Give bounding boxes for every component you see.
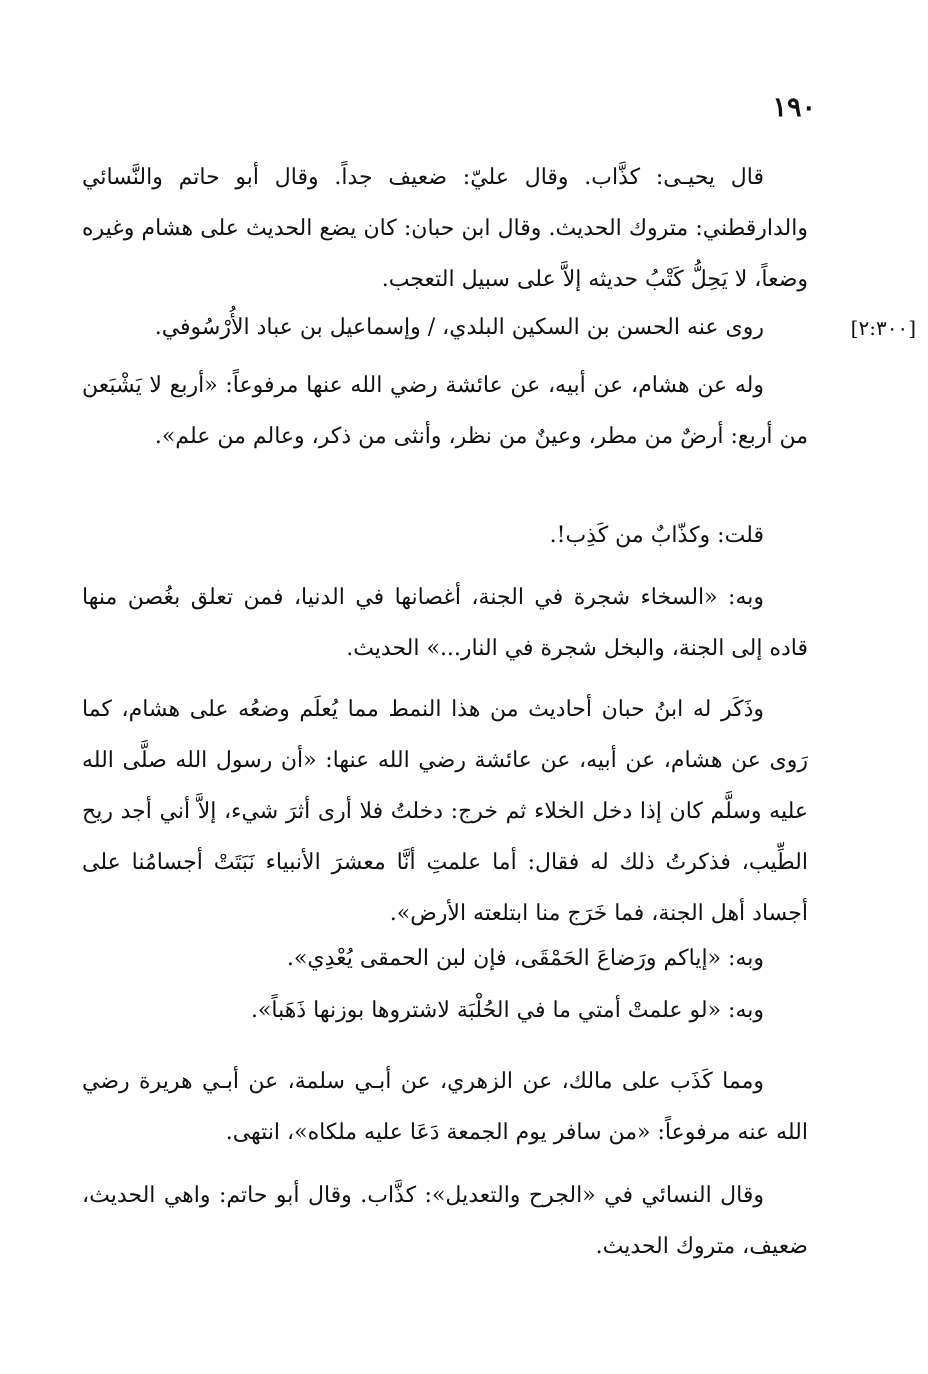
paragraph-text: وقال النسائي في «الجرح والتعديل»: كذَّاب. وقال أبو حاتم: واهي الحديث، ضعيف، متروك الحديث. [82, 1183, 808, 1259]
paragraph-1 [82, 152, 808, 305]
paragraph-6 [82, 684, 808, 939]
paragraph-8 [82, 985, 808, 1036]
paragraph-5 [82, 572, 808, 674]
paragraph-text: وبه: «إياكم ورَضاعَ الحَمْقَى، فإن لبن الحمقى يُعْدِي». [286, 946, 764, 971]
paragraph-text: قال يحيـى: كذَّاب. وقال عليّ: ضعيف جداً. وقال أبو حاتم والنَّسائي والدارقطني: متروك الحديث. وقال ابن حبان: كان يضع الحديث على هشام وغيره وضعاً، لا يَحِلُّ كَتْبُ حديثه إلاَّ على سبيل التعجب. [82, 165, 808, 292]
page-number: ١٩٠ [772, 92, 816, 123]
margin-reference: [٢:٣٠٠] [850, 316, 916, 340]
paragraph-text: روى عنه الحسن بن السكين البلدي، / وإسماعيل بن عباد الأُرْسُوفي. [154, 315, 764, 340]
paragraph-3 [82, 360, 808, 462]
paragraph-2 [82, 302, 808, 353]
paragraph-text: وبه: «لو علمتْ أمتي ما في الحُلْبَة لاشتروها بوزنها ذَهَباً». [250, 998, 764, 1023]
paragraph-10 [82, 1170, 808, 1272]
paragraph-9 [82, 1056, 808, 1158]
paragraph-text: وله عن هشام، عن أبيه، عن عائشة رضي الله عنها مرفوعاً: «أربع لا يَشْبَعن من أربع: أرضٌ من مطر، وعينٌ من نظر، وأنثى من ذكر، وعالم من علم». [82, 373, 808, 449]
paragraph-7 [82, 933, 808, 984]
paragraph-text: ومما كَذَب على مالك، عن الزهري، عن أبـي سلمة، عن أبـي هريرة رضي الله عنه مرفوعاً: «من سافر يوم الجمعة دَعَا عليه ملكاه»، انتهى. [82, 1069, 808, 1145]
paragraph-text: قلت: وكذّابٌ من كَذِب!. [549, 523, 764, 548]
paragraph-4 [82, 510, 808, 561]
paragraph-text: وبه: «السخاء شجرة في الجنة، أغصانها في الدنيا، فمن تعلق بغُصن منها قاده إلى الجنة، والبخل شجرة في النار...» الحديث. [82, 585, 808, 661]
paragraph-text: وذَكَر له ابنُ حبان أحاديث من هذا النمط مما يُعلَم وضعُه على هشام، كما رَوى عن هشام، عن أبيه، عن عائشة رضي الله عنها: «أن رسول الله صلَّى الله عليه وسلَّم كان إذا دخل الخلاء ثم خرج: دخلتُ فلا أرى أثرَ شيء، إلاَّ أني أجد ريح الطِّيب، فذكرتُ ذلك له فقال: أما علمتِ أنَّا معشرَ الأنبياء نَبَتَتْ أجسامُنا على أجساد أهل الجنة، فما خَرَج منا ابتلعته الأرض». [82, 697, 808, 926]
